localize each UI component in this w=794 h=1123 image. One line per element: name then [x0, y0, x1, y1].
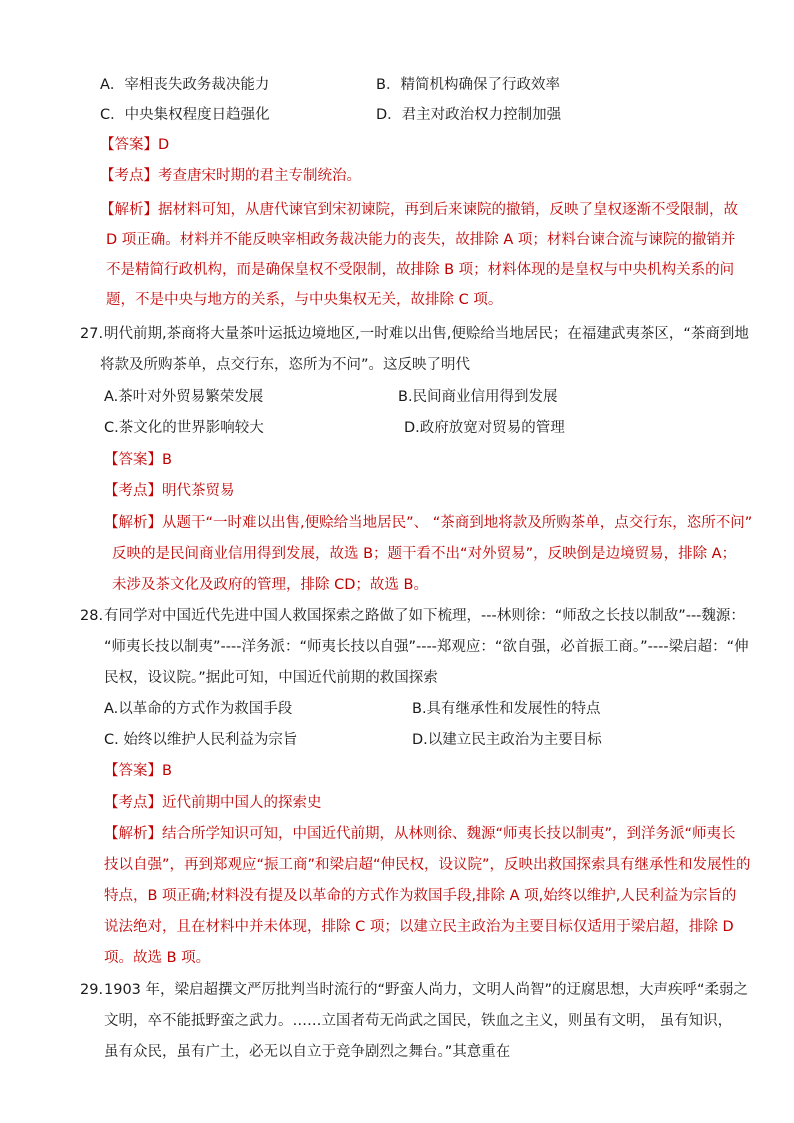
q28-stem-line: 民权，设议院。”据此可知，中国近代前期的救国探索: [104, 670, 438, 686]
q27-point: [104, 481, 235, 501]
analysis-text: 从题干“一时难以出售,便赊给当地居民”、 “茶商到地将款及所购茶单，点交行东，恣所不问”: [162, 515, 753, 531]
q28-stem-line: “师夷长技以制夷”----洋务派：“师夷长技以自强”----郑观应：“欲自强，必首振工商。”----梁启超：“伸: [104, 639, 749, 655]
q29-stem-line: 文明，卒不能抵野蛮之武力。……立国者苟无尚武之国民，铁血之主义，则虽有文明， 虽有知识，: [104, 1013, 733, 1029]
analysis-text: 据材料可知，从唐代谏官到宋初谏院，再到后来谏院的撤销，反映了皇权逐渐不受限制，故: [158, 202, 738, 218]
q27-option-d: D.政府放宽对贸易的管理: [404, 420, 565, 436]
answer-tag: 【答案】: [104, 763, 162, 779]
q28-analysis-line: 项。故选 B 项。: [104, 950, 211, 966]
point-tag: 【考点】: [100, 168, 158, 184]
analysis-tag: 【解析】: [104, 826, 162, 842]
q26-analysis-line: 题，不是中央与地方的关系，与中央集权无关，故排除 C 项。: [106, 292, 503, 308]
q28-point: [104, 793, 322, 813]
q26-analysis-line: 不是精简行政机构，而是确保皇权不受限制，故排除 B 项；材料体现的是皇权与中央机构关系的问: [106, 262, 735, 278]
point-text: 近代前期中国人的探索史: [162, 795, 322, 811]
q26-point: [100, 166, 361, 186]
q27-stem-line: 将款及所购茶单，点交行东，恣所为不问”。这反映了明代: [100, 357, 471, 373]
analysis-tag: 【解析】: [100, 202, 158, 218]
q28-answer: [104, 761, 172, 781]
point-text: 明代茶贸易: [162, 483, 235, 499]
point-tag: 【考点】: [104, 795, 162, 811]
analysis-tag: 【解析】: [104, 515, 162, 531]
answer-tag: 【答案】: [104, 452, 162, 468]
q27-option-b: B.民间商业信用得到发展: [398, 389, 558, 405]
q26-option-d: D．君主对政治权力控制加强: [376, 107, 562, 123]
answer-value: B: [162, 452, 172, 468]
q27-option-a: A.茶叶对外贸易繁荣发展: [104, 389, 264, 405]
point-tag: 【考点】: [104, 483, 162, 499]
q27-analysis-line: 反映的是民间商业信用得到发展，故选 B；题干看不出“对外贸易”，反映倒是边境贸易，排除 A；: [112, 546, 737, 562]
q28-analysis-line: 特点，B 项正确;材料没有提及以革命的方式作为救国手段,排除 A 项,始终以维护,人民利益为宗旨的: [104, 888, 737, 904]
q26-option-a: A．宰相丧失政务裁决能力: [100, 77, 270, 93]
q28-option-c: C. 始终以维护人民利益为宗旨: [104, 732, 298, 748]
q28-analysis-line: 技以自强”，再到郑观应“振工商”和梁启超“伸民权，设议院”，反映出救国探索具有继承性和发展性的: [104, 857, 751, 873]
q28-option-b: B.具有继承性和发展性的特点: [412, 701, 601, 717]
q26-option-c: C．中央集权程度日趋强化: [100, 107, 270, 123]
q26-answer: [100, 135, 169, 155]
answer-tag: 【答案】: [100, 137, 158, 153]
q28-option-a: A.以革命的方式作为救国手段: [104, 701, 293, 717]
q27-analysis-line: 未涉及茶文化及政府的管理，排除 CD；故选 B。: [112, 577, 428, 593]
q27-option-c: C.茶文化的世界影响较大: [104, 420, 264, 436]
q27-answer: [104, 450, 172, 470]
q27-analysis-line: [104, 513, 752, 533]
q26-analysis-line: D 项正确。材料并不能反映宰相政务裁决能力的丧失，故排除 A 项；材料台谏合流与谏院的撤销并: [106, 232, 736, 248]
q27-stem-line: 明代前期,茶商将大量茶叶运抵边境地区,一时难以出售,便赊给当地居民；在福建武夷茶区，“茶商到地: [104, 326, 749, 342]
q28-analysis-line: [104, 824, 736, 844]
q29-stem-line: 1903 年，梁启超撰文严厉批判当时流行的“野蛮人尚力，文明人尚智”的迂腐思想，大声疾呼“柔弱之: [104, 982, 749, 998]
analysis-text: 结合所学知识可知，中国近代前期，从林则徐、魏源“师夷长技以制夷”，到洋务派“师夷长: [162, 826, 736, 842]
point-text: 考查唐宋时期的君主专制统治。: [158, 168, 361, 184]
q26-analysis-line: [100, 200, 738, 220]
q26-option-b: B．精简机构确保了行政效率: [376, 77, 560, 93]
q28-option-d: D.以建立民主政治为主要目标: [412, 732, 602, 748]
q27-number: 27.: [80, 326, 104, 342]
q29-stem-line: 虽有众民，虽有广土，必无以自立于竞争剧烈之舞台。”其意重在: [104, 1044, 511, 1060]
q28-stem-line: 有同学对中国近代先进中国人救国探索之路做了如下梳理，---林则徐：“师敌之长技以制敌”---魏源：: [104, 608, 745, 624]
q29-number: 29.: [80, 982, 104, 998]
q28-analysis-line: 说法绝对，且在材料中并未体现，排除 C 项；以建立民主政治为主要目标仅适用于梁启超，排除 D: [104, 919, 734, 935]
q28-number: 28.: [80, 608, 104, 624]
answer-value: D: [158, 137, 170, 153]
answer-value: B: [162, 763, 172, 779]
